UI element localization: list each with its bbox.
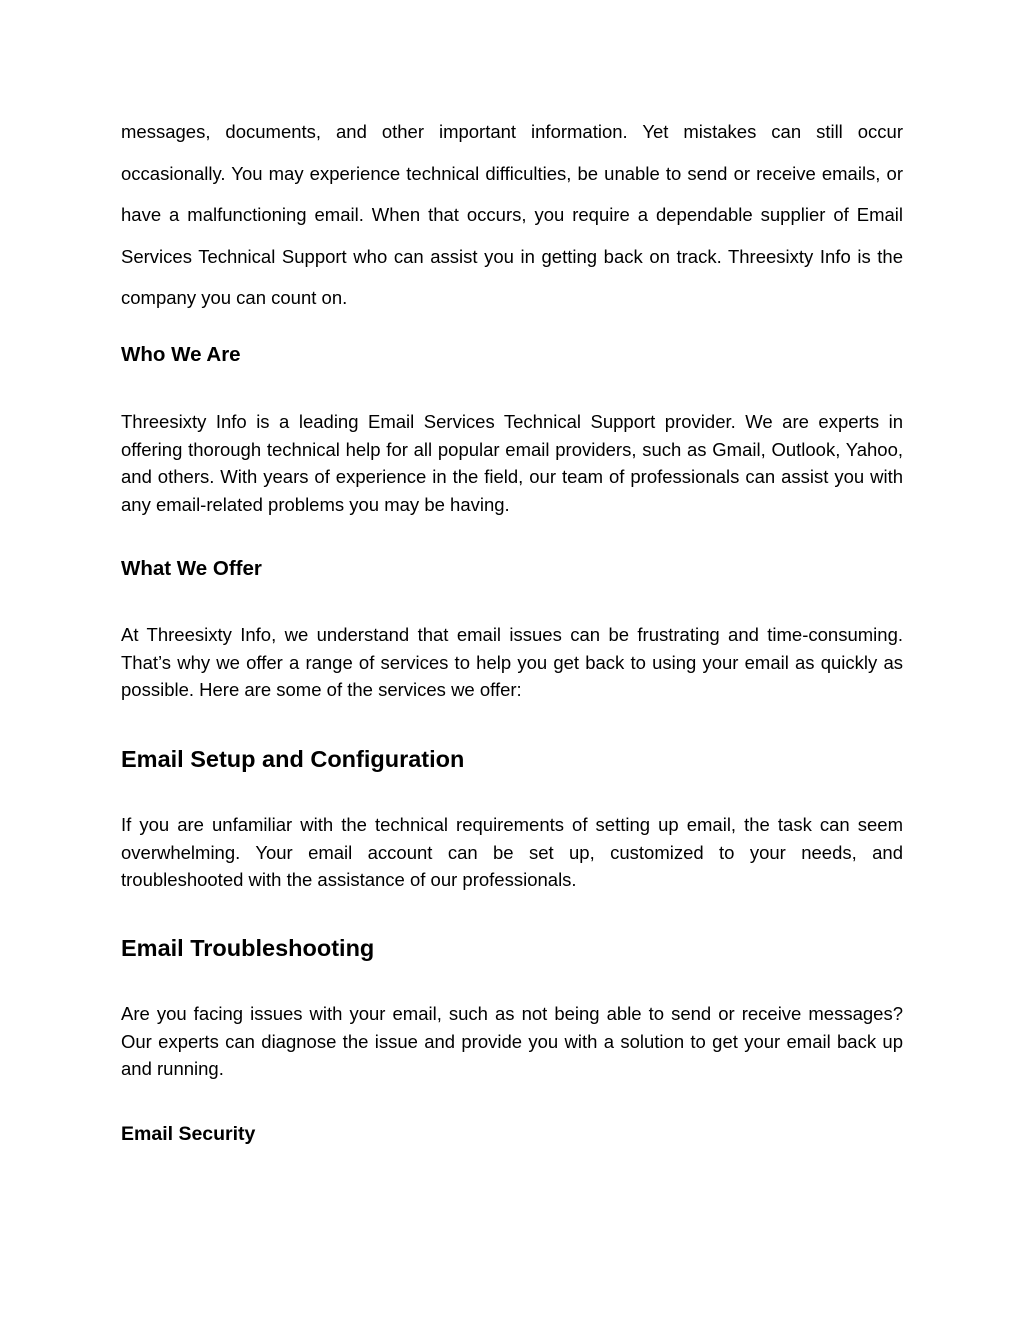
paragraph-email-setup: If you are unfamiliar with the technical requirements of setting up email, the task can seem overwhelming. Your email account can be set up, customized to your needs, and troubleshooted with the assistance of our professionals. [121, 814, 903, 890]
heading-email-troubleshooting: Email Troubleshooting [121, 935, 375, 961]
paragraph-what-we-offer: At Threesixty Info, we understand that email issues can be frustrating and time-consuming. That’s why we offer a range of services to help you get back to using your email as quickly as possible. Here are some of the services we offer: [121, 624, 903, 700]
heading-email-setup: Email Setup and Configuration [121, 746, 465, 772]
paragraph-who-we-are: Threesixty Info is a leading Email Services Technical Support provider. We are experts in offering thorough technical help for all popular email providers, such as Gmail, Outlook, Yahoo, and others. With years of experience in the field, our team of professionals can assist you with any email-related problems you may be having. [121, 411, 903, 515]
heading-email-security: Email Security [121, 1123, 256, 1145]
intro-paragraph: messages, documents, and other important information. Yet mistakes can still occur occasionally. You may experience technical difficulties, be unable to send or receive emails, or have a malfunctioning email. When that occurs, you require a dependable supplier of Email Services Technical Support who can assist you in getting back on track. Threesixty Info is the company you can count on. [121, 121, 903, 308]
heading-what-we-offer: What We Offer [121, 557, 262, 580]
paragraph-email-troubleshooting: Are you facing issues with your email, such as not being able to send or receive messages? Our experts can diagnose the issue and provide you with a solution to get your email back up and running. [121, 1003, 903, 1079]
heading-who-we-are: Who We Are [121, 343, 241, 366]
